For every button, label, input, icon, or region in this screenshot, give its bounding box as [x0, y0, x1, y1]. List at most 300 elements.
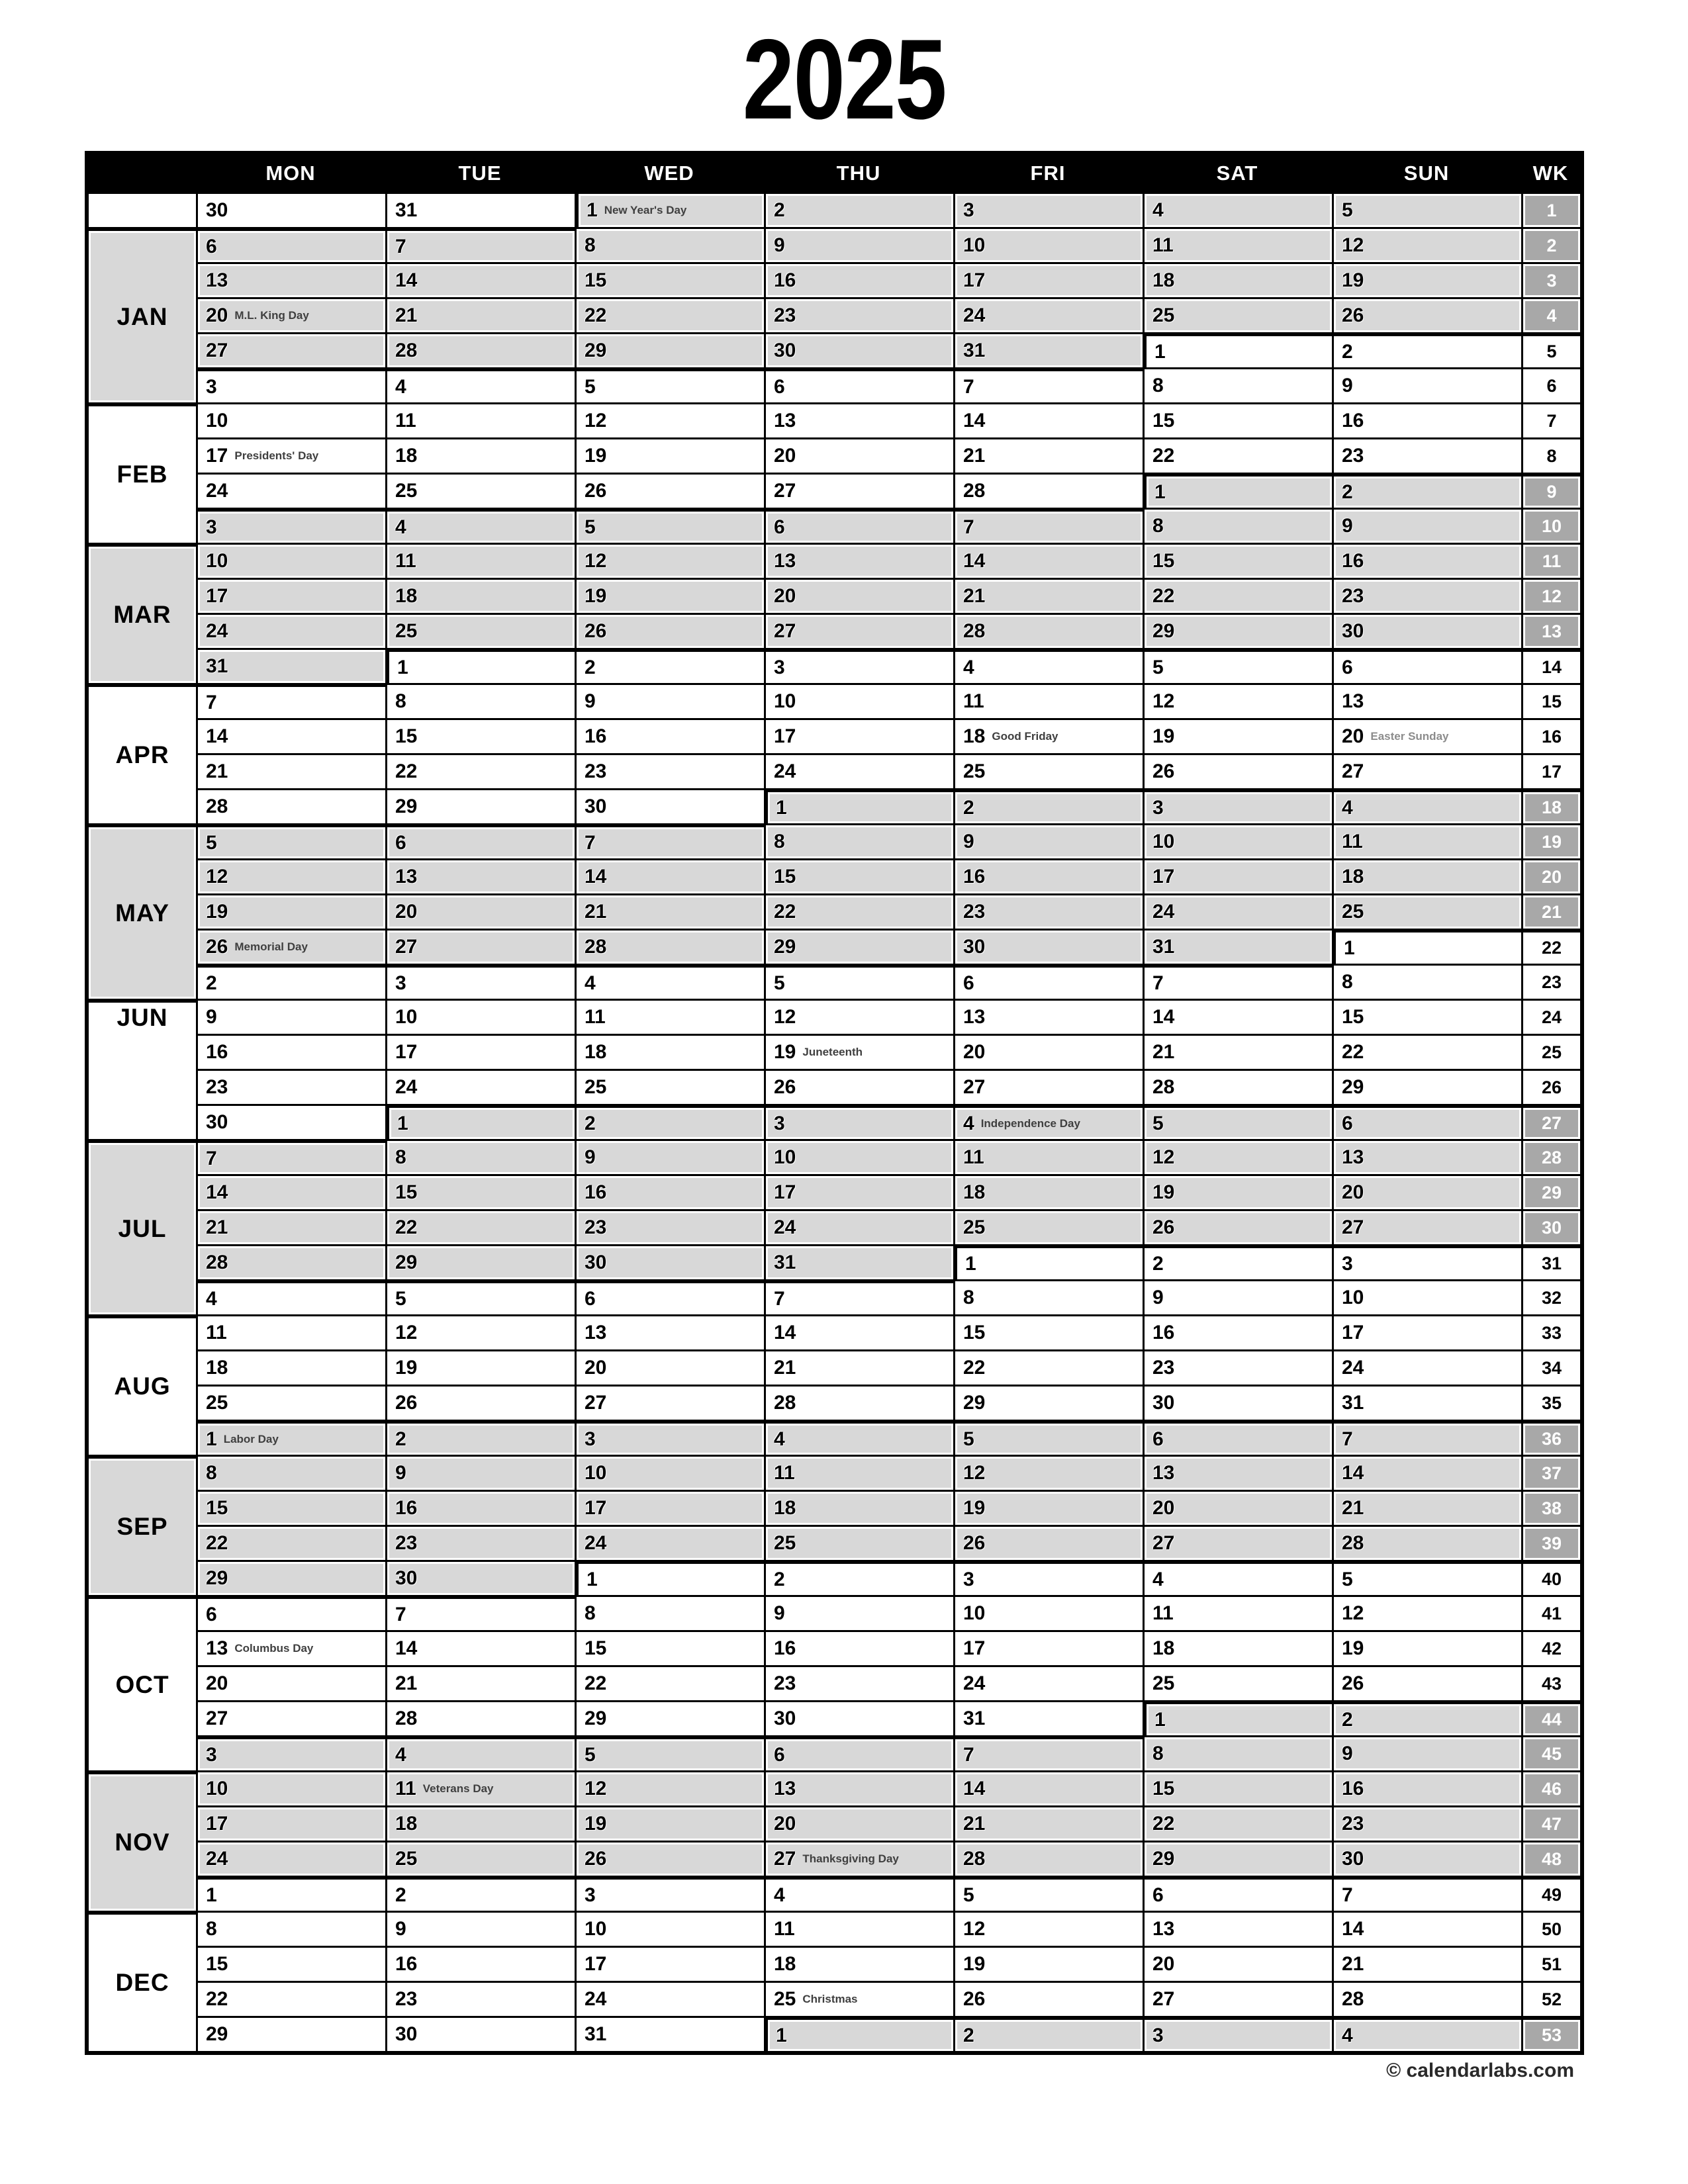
day-number: 4 — [1342, 796, 1353, 819]
day-number: 27 — [585, 1392, 607, 1414]
day-number: 20 — [585, 1357, 607, 1379]
day-number: 10 — [395, 1006, 418, 1028]
holiday-label: Columbus Day — [234, 1642, 314, 1655]
day-number: 25 — [1152, 1672, 1175, 1694]
day-cell — [196, 753, 385, 788]
day-cell — [575, 964, 764, 999]
day-cell — [385, 1735, 575, 1770]
day-number: 31 — [1342, 1392, 1364, 1414]
day-cell — [764, 2016, 953, 2051]
week-number-cell: 41 — [1521, 1595, 1580, 1630]
day-number: 7 — [395, 235, 406, 257]
day-number: 19 — [963, 1497, 986, 1519]
day-cell — [196, 1911, 385, 1946]
day-number: 23 — [1152, 1357, 1175, 1379]
day-cell — [385, 367, 575, 402]
week-number-cell: 22 — [1521, 929, 1580, 964]
day-cell — [953, 1770, 1143, 1805]
day-number: 6 — [774, 516, 785, 538]
day-cell — [385, 1279, 575, 1314]
day-cell — [575, 823, 764, 858]
day-number: 22 — [774, 901, 796, 923]
day-number: 28 — [774, 1392, 796, 1414]
day-cell — [1143, 1034, 1332, 1069]
day-cell — [1332, 1034, 1521, 1069]
day-number: 30 — [206, 199, 228, 221]
day-number: 26 — [585, 480, 607, 502]
day-number: 21 — [1342, 1953, 1364, 1975]
day-cell — [385, 1349, 575, 1385]
day-number: 21 — [1342, 1497, 1364, 1519]
week-number-cell: 8 — [1521, 437, 1580, 473]
day-number: 20 — [774, 1813, 796, 1835]
month-label-nov: NOV — [89, 1770, 196, 1911]
day-number: 17 — [206, 445, 228, 467]
day-number: 4 — [395, 1743, 406, 1766]
day-cell — [196, 823, 385, 858]
day-number: 2 — [963, 796, 974, 819]
day-cell — [196, 1560, 385, 1595]
day-cell — [1332, 367, 1521, 402]
day-number: 15 — [206, 1953, 228, 1975]
day-cell — [575, 192, 764, 227]
day-cell — [1332, 1876, 1521, 1911]
day-number: 18 — [1152, 1637, 1175, 1659]
day-cell — [575, 1420, 764, 1455]
day-cell — [575, 1841, 764, 1876]
day-number: 9 — [963, 831, 974, 852]
day-cell — [1143, 929, 1332, 964]
day-cell — [196, 332, 385, 367]
day-cell — [196, 192, 385, 227]
day-number: 6 — [963, 972, 974, 994]
day-number: 28 — [206, 1251, 228, 1273]
day-number: 10 — [774, 690, 796, 712]
day-number: 6 — [206, 1603, 217, 1625]
day-number: 27 — [206, 340, 228, 361]
holiday-label: Labor Day — [223, 1432, 279, 1445]
day-cell — [953, 1244, 1143, 1279]
day-cell — [575, 1490, 764, 1525]
day-cell — [1332, 1770, 1521, 1805]
week-number-cell: 48 — [1521, 1841, 1580, 1876]
day-cell — [575, 473, 764, 508]
day-cell — [575, 1069, 764, 1104]
day-number: 24 — [395, 1076, 418, 1098]
month-label-jun: JUN — [89, 999, 196, 1139]
day-cell — [1143, 1279, 1332, 1314]
day-number: 7 — [1152, 972, 1164, 994]
day-number: 2 — [774, 1568, 785, 1590]
day-number: 6 — [395, 831, 406, 854]
day-number: 25 — [1342, 901, 1364, 923]
day-cell — [764, 683, 953, 718]
day-number: 28 — [395, 340, 418, 361]
day-cell — [1332, 1525, 1521, 1560]
day-cell — [1332, 1490, 1521, 1525]
day-number: 29 — [395, 796, 418, 817]
day-cell — [764, 753, 953, 788]
day-number: 20 — [1152, 1953, 1175, 1975]
day-cell — [575, 1104, 764, 1139]
day-number: 6 — [1152, 1884, 1164, 1906]
day-number: 4 — [395, 516, 406, 538]
day-cell — [1332, 1279, 1521, 1314]
day-cell — [1332, 2016, 1521, 2051]
day-number: 18 — [206, 1357, 228, 1379]
day-number: 9 — [1342, 375, 1353, 396]
day-cell — [385, 683, 575, 718]
day-number: 29 — [585, 1707, 607, 1729]
day-cell — [1143, 578, 1332, 613]
day-cell — [1143, 1841, 1332, 1876]
day-cell — [953, 823, 1143, 858]
day-cell — [575, 227, 764, 262]
day-cell — [196, 1385, 385, 1420]
week-number-cell: 31 — [1521, 1244, 1580, 1279]
day-cell — [385, 1139, 575, 1174]
day-number: 24 — [774, 760, 796, 782]
day-cell — [1332, 262, 1521, 297]
day-number: 4 — [963, 1112, 974, 1134]
day-number: 15 — [1342, 1006, 1364, 1028]
day-number: 28 — [963, 1848, 986, 1870]
day-number: 16 — [395, 1953, 418, 1975]
day-number: 5 — [206, 831, 217, 854]
day-cell — [1143, 753, 1332, 788]
day-number: 12 — [963, 1462, 986, 1484]
day-cell — [1332, 1455, 1521, 1490]
week-number-cell: 40 — [1521, 1560, 1580, 1595]
day-number: 27 — [1342, 760, 1364, 782]
day-cell — [1143, 1805, 1332, 1841]
day-number: 10 — [206, 1778, 228, 1799]
day-number: 3 — [963, 1568, 974, 1590]
day-cell — [764, 1244, 953, 1279]
day-cell — [196, 578, 385, 613]
day-cell — [953, 262, 1143, 297]
footer-credit-link[interactable]: © calendarlabs.com — [1386, 2060, 1574, 2081]
day-number: 15 — [774, 866, 796, 887]
day-number: 10 — [206, 410, 228, 432]
day-cell — [953, 1946, 1143, 1981]
day-number: 7 — [963, 1743, 974, 1766]
day-cell — [1143, 1700, 1332, 1735]
day-cell — [953, 1490, 1143, 1525]
day-number: 6 — [585, 1287, 596, 1310]
day-number: 4 — [774, 1884, 785, 1906]
day-number: 24 — [206, 620, 228, 642]
day-cell — [764, 367, 953, 402]
day-cell — [764, 1314, 953, 1349]
week-number-cell: 29 — [1521, 1174, 1580, 1209]
day-number: 21 — [585, 901, 607, 923]
week-number-cell: 4 — [1521, 297, 1580, 332]
day-number: 13 — [206, 1637, 228, 1659]
day-cell — [575, 1735, 764, 1770]
day-cell — [953, 1314, 1143, 1349]
day-cell — [196, 1209, 385, 1244]
col-header-thu: THU — [764, 155, 953, 192]
day-cell — [953, 1735, 1143, 1770]
day-number: 17 — [963, 1637, 986, 1659]
day-number: 17 — [206, 585, 228, 607]
week-number-cell: 37 — [1521, 1455, 1580, 1490]
day-cell — [764, 1841, 953, 1876]
day-cell — [764, 1700, 953, 1735]
day-cell — [764, 999, 953, 1034]
month-label-empty — [89, 192, 196, 227]
day-number: 21 — [774, 1357, 796, 1379]
day-cell — [196, 1139, 385, 1174]
day-number: 12 — [585, 410, 607, 432]
day-number: 1 — [1344, 936, 1355, 959]
day-cell — [1143, 999, 1332, 1034]
day-cell — [196, 1349, 385, 1385]
day-number: 6 — [1342, 656, 1353, 678]
day-cell — [764, 402, 953, 437]
day-cell — [1332, 1104, 1521, 1139]
day-number: 7 — [206, 1147, 217, 1169]
day-number: 2 — [585, 656, 596, 678]
day-cell — [764, 1946, 953, 1981]
day-number: 2 — [1342, 480, 1353, 503]
day-number: 25 — [395, 480, 418, 502]
day-number: 26 — [585, 620, 607, 642]
day-number: 19 — [585, 445, 607, 467]
day-number: 31 — [1152, 936, 1175, 958]
day-number: 1 — [1154, 1708, 1166, 1731]
day-cell — [385, 1770, 575, 1805]
day-cell — [1143, 1455, 1332, 1490]
week-number-cell: 26 — [1521, 1069, 1580, 1104]
day-number: 18 — [395, 445, 418, 467]
day-cell — [1143, 1525, 1332, 1560]
day-cell — [1143, 508, 1332, 543]
day-number: 11 — [774, 1462, 795, 1484]
day-cell — [385, 227, 575, 262]
day-cell — [953, 578, 1143, 613]
day-number: 12 — [585, 550, 607, 572]
day-number: 11 — [1342, 831, 1363, 852]
day-number: 13 — [774, 410, 796, 432]
day-number: 5 — [963, 1884, 974, 1906]
month-label-feb: FEB — [89, 402, 196, 543]
day-number: 22 — [1342, 1041, 1364, 1063]
day-cell — [385, 718, 575, 753]
day-number: 3 — [1342, 1252, 1353, 1275]
week-number-cell: 7 — [1521, 402, 1580, 437]
day-number: 9 — [1152, 1287, 1164, 1308]
day-cell — [196, 297, 385, 332]
day-number: 31 — [963, 340, 986, 361]
day-cell — [1332, 1209, 1521, 1244]
day-number: 7 — [585, 831, 596, 854]
day-cell — [1143, 683, 1332, 718]
day-cell — [385, 1805, 575, 1841]
day-number: 23 — [1342, 445, 1364, 467]
day-number: 11 — [1152, 1602, 1174, 1624]
day-number: 18 — [963, 1181, 986, 1203]
day-number: 23 — [963, 901, 986, 923]
week-number-cell: 25 — [1521, 1034, 1580, 1069]
day-number: 21 — [963, 445, 986, 467]
day-number: 19 — [1152, 1181, 1175, 1203]
day-number: 20 — [1152, 1497, 1175, 1519]
day-number: 1 — [1154, 340, 1166, 363]
day-number: 17 — [1342, 1322, 1364, 1343]
day-cell — [953, 1911, 1143, 1946]
day-number: 22 — [1152, 445, 1175, 467]
day-number: 13 — [1342, 690, 1364, 712]
year-title: 2025 — [742, 16, 946, 143]
day-number: 31 — [206, 655, 228, 677]
day-cell — [1143, 1349, 1332, 1385]
day-cell — [575, 1385, 764, 1420]
day-number: 8 — [1152, 515, 1164, 537]
day-cell — [385, 1560, 575, 1595]
day-cell — [575, 1630, 764, 1665]
day-number: 14 — [774, 1322, 796, 1343]
day-number: 24 — [963, 1672, 986, 1694]
day-number: 21 — [963, 585, 986, 607]
week-number-cell: 38 — [1521, 1490, 1580, 1525]
day-number: 20 — [963, 1041, 986, 1063]
day-cell — [196, 1420, 385, 1455]
day-cell — [1332, 1560, 1521, 1595]
day-cell — [575, 543, 764, 578]
day-cell — [1332, 227, 1521, 262]
holiday-label: Memorial Day — [234, 940, 308, 953]
day-cell — [196, 613, 385, 648]
month-label-jan: JAN — [89, 227, 196, 402]
day-number: 16 — [1342, 550, 1364, 572]
day-number: 13 — [774, 1778, 796, 1799]
day-cell — [385, 543, 575, 578]
day-number: 11 — [774, 1918, 795, 1940]
day-number: 24 — [206, 1848, 228, 1870]
day-number: 29 — [774, 936, 796, 958]
day-number: 13 — [1342, 1146, 1364, 1168]
day-number: 3 — [774, 656, 785, 678]
day-number: 14 — [395, 269, 418, 291]
day-number: 12 — [585, 1778, 607, 1799]
day-number: 19 — [963, 1953, 986, 1975]
day-number: 8 — [395, 690, 406, 712]
day-cell — [575, 1946, 764, 1981]
month-label-sep: SEP — [89, 1455, 196, 1595]
day-cell — [1143, 227, 1332, 262]
week-number-cell: 19 — [1521, 823, 1580, 858]
day-number: 29 — [1152, 620, 1175, 642]
day-number: 22 — [395, 1216, 418, 1238]
day-number: 8 — [963, 1287, 974, 1308]
day-number: 23 — [774, 304, 796, 326]
day-number: 15 — [1152, 1778, 1175, 1799]
day-cell — [953, 1595, 1143, 1630]
day-number: 1 — [397, 1112, 408, 1134]
day-number: 29 — [1152, 1848, 1175, 1870]
day-number: 19 — [395, 1357, 418, 1379]
day-number: 22 — [395, 760, 418, 782]
day-number: 22 — [1152, 1813, 1175, 1835]
day-number: 22 — [585, 304, 607, 326]
day-number: 28 — [1152, 1076, 1175, 1098]
day-cell — [1332, 823, 1521, 858]
day-cell — [1332, 683, 1521, 718]
day-cell — [953, 613, 1143, 648]
day-number: 30 — [206, 1111, 228, 1133]
day-cell — [1332, 1946, 1521, 1981]
day-cell — [764, 1420, 953, 1455]
day-cell — [196, 1630, 385, 1665]
day-number: 18 — [395, 1813, 418, 1835]
day-cell — [1332, 648, 1521, 683]
day-number: 22 — [1152, 585, 1175, 607]
day-number: 26 — [1342, 304, 1364, 326]
day-number: 23 — [1342, 585, 1364, 607]
week-number-cell: 12 — [1521, 578, 1580, 613]
day-number: 3 — [1152, 796, 1164, 819]
week-number-cell: 42 — [1521, 1630, 1580, 1665]
holiday-label: Juneteenth — [802, 1046, 863, 1058]
day-cell — [764, 1104, 953, 1139]
day-cell — [385, 613, 575, 648]
day-cell — [953, 1104, 1143, 1139]
day-cell — [1143, 1770, 1332, 1805]
day-number: 10 — [1342, 1287, 1364, 1308]
week-number-cell: 45 — [1521, 1735, 1580, 1770]
day-number: 24 — [963, 304, 986, 326]
day-number: 12 — [1342, 234, 1364, 256]
day-number: 11 — [963, 690, 984, 712]
day-cell — [575, 1876, 764, 1911]
day-cell — [953, 964, 1143, 999]
day-number: 13 — [1152, 1918, 1175, 1940]
day-cell — [196, 1595, 385, 1630]
day-cell — [575, 1665, 764, 1700]
day-cell — [764, 1349, 953, 1385]
week-number-cell: 49 — [1521, 1876, 1580, 1911]
day-number: 21 — [963, 1813, 986, 1835]
day-number: 27 — [395, 936, 418, 958]
day-number: 4 — [963, 656, 974, 678]
day-cell — [1143, 1314, 1332, 1349]
day-cell — [575, 1595, 764, 1630]
day-cell — [196, 1665, 385, 1700]
day-cell — [1332, 437, 1521, 473]
day-number: 17 — [395, 1041, 418, 1063]
day-number: 30 — [1342, 620, 1364, 642]
day-number: 15 — [1152, 410, 1175, 432]
day-number: 26 — [585, 1848, 607, 1870]
day-number: 18 — [774, 1497, 796, 1519]
week-number-cell: 34 — [1521, 1349, 1580, 1385]
day-number: 26 — [1152, 1216, 1175, 1238]
day-number: 11 — [395, 1778, 416, 1799]
month-label-dec: DEC — [89, 1911, 196, 2051]
day-cell — [1143, 823, 1332, 858]
day-cell — [575, 1244, 764, 1279]
day-number: 5 — [395, 1287, 406, 1310]
week-number-cell: 2 — [1521, 227, 1580, 262]
day-number: 10 — [1152, 831, 1175, 852]
day-cell — [1332, 1841, 1521, 1876]
day-number: 19 — [206, 901, 228, 923]
day-number: 7 — [774, 1287, 785, 1310]
day-number: 30 — [585, 796, 607, 817]
week-number-cell: 6 — [1521, 367, 1580, 402]
